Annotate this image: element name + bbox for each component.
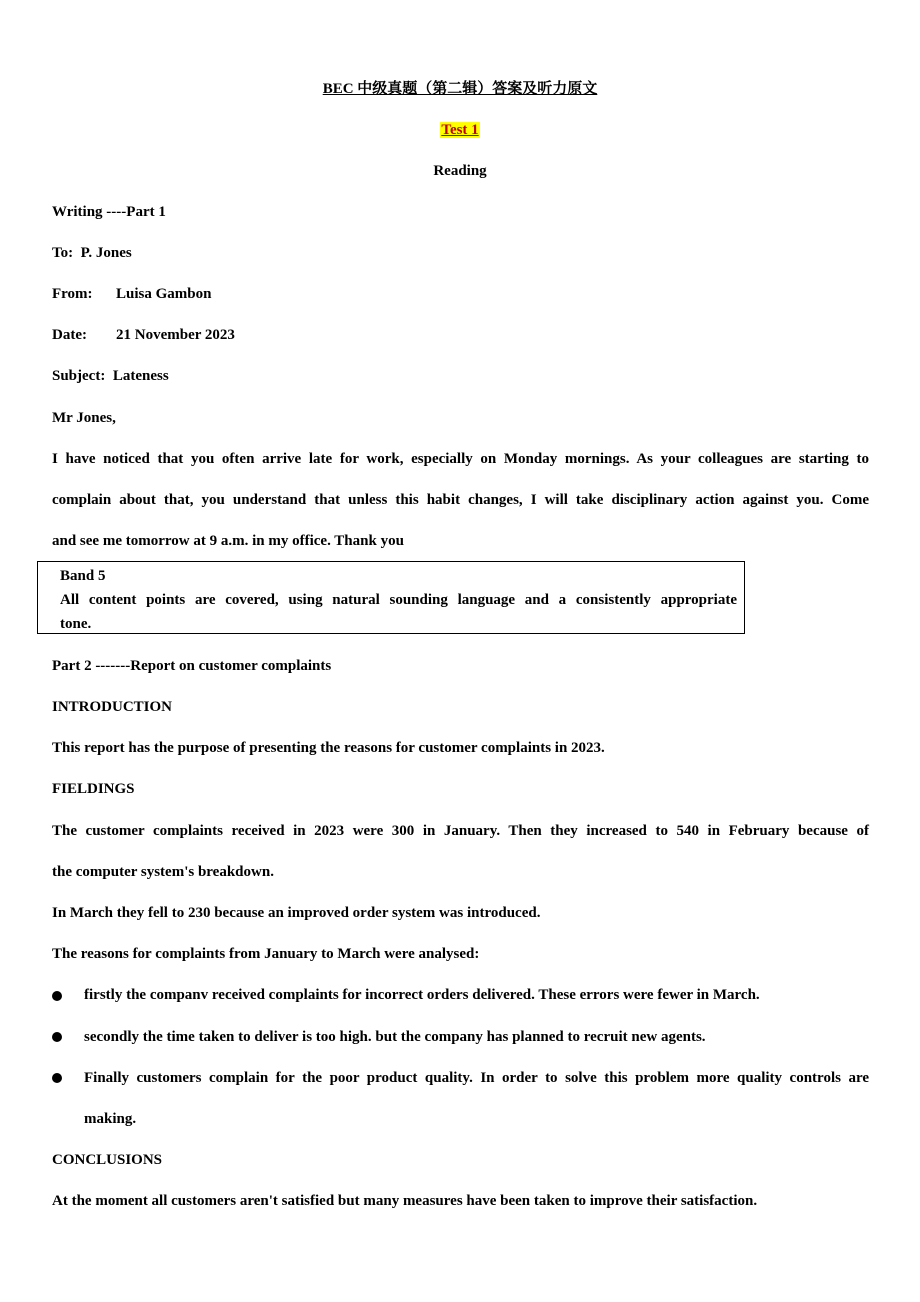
introduction-text: This report has the purpose of presenting the reasons for customer complaints in 2023. bbox=[52, 740, 605, 756]
findings-heading: FIELDINGS bbox=[52, 781, 135, 797]
memo-body-line: I have noticed that you often arrive late for work, especially on Monday mornings. As your colleagues are starting to bbox=[52, 451, 869, 467]
bullet-text-continued: making. bbox=[84, 1111, 137, 1127]
memo-to bbox=[52, 243, 869, 263]
findings-line: The customer complaints received in 2023 were 300 in January. Then they increased to 540 in February because of bbox=[52, 823, 869, 839]
bullet-dot-icon bbox=[52, 991, 62, 1001]
test-label-line bbox=[0, 120, 920, 140]
band-comment-line: tone. bbox=[60, 616, 92, 632]
conclusions-heading: CONCLUSIONS bbox=[52, 1152, 163, 1168]
introduction-heading: INTRODUCTION bbox=[52, 699, 173, 715]
document-title: BEC 中级真题（第二辑）答案及听力原文 bbox=[322, 81, 598, 97]
bullet-dot-icon bbox=[52, 1073, 62, 1083]
memo-date bbox=[52, 325, 869, 345]
part1-heading: Writing ----Part 1 bbox=[52, 204, 166, 220]
test-label: Test 1 bbox=[441, 122, 479, 138]
memo-from-value: Luisa Gambon bbox=[116, 286, 212, 302]
memo-body-line: complain about that, you understand that unless this habit changes, I will take disciplinary action against you. Come bbox=[52, 492, 869, 508]
conclusions-text: At the moment all customers aren't satisfied but many measures have been taken to improve their satisfaction. bbox=[52, 1193, 758, 1209]
memo-from-label: From: bbox=[52, 286, 93, 302]
band-score-box bbox=[37, 561, 745, 634]
memo-to-label: To: bbox=[52, 245, 74, 261]
part2-heading: Part 2 -------Report on customer complaints bbox=[52, 658, 332, 674]
memo-salutation: Mr Jones, bbox=[52, 410, 116, 426]
memo-from bbox=[52, 284, 869, 304]
findings-line: the computer system's breakdown. bbox=[52, 864, 274, 880]
findings-line: In March they fell to 230 because an improved order system was introduced. bbox=[52, 905, 541, 921]
memo-to-value: P. Jones bbox=[80, 245, 132, 261]
bullet-dot-icon bbox=[52, 1032, 62, 1042]
bullet-text: secondly the time taken to deliver is too high. but the company has planned to recruit new agents. bbox=[84, 1029, 706, 1045]
bullet-text: Finally customers complain for the poor product quality. In order to solve this problem more quality controls are bbox=[84, 1070, 869, 1086]
memo-subject bbox=[52, 366, 869, 386]
memo-body-line: and see me tomorrow at 9 a.m. in my office. Thank you bbox=[52, 533, 404, 549]
memo-date-label: Date: bbox=[52, 327, 87, 343]
section-title: Reading bbox=[433, 163, 487, 179]
band-comment-line: All content points are covered, using natural sounding language and a consistently appropriate bbox=[60, 592, 737, 608]
memo-subject-label: Subject: bbox=[52, 368, 106, 384]
bullet-text: firstly the companv received complaints for incorrect orders delivered. These errors were fewer in March. bbox=[84, 987, 760, 1003]
findings-line: The reasons for complaints from January to March were analysed: bbox=[52, 946, 480, 962]
band-label: Band 5 bbox=[60, 568, 106, 584]
memo-subject-value: Lateness bbox=[112, 368, 169, 384]
memo-date-value: 21 November 2023 bbox=[116, 327, 235, 343]
